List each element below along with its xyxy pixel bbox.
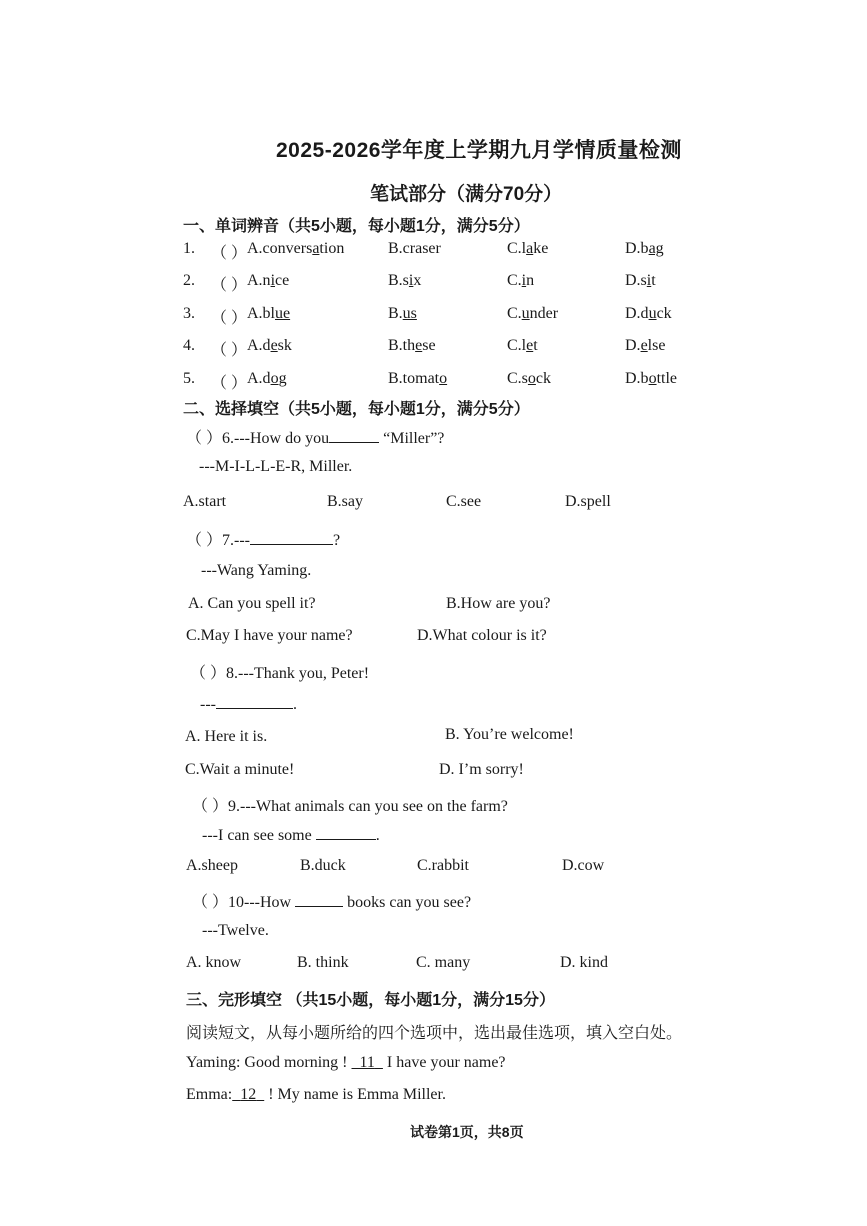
option-c[interactable] xyxy=(507,272,534,290)
option[interactable]: D.cow xyxy=(562,857,605,874)
answer-parenthesis[interactable]: （ ） xyxy=(211,375,248,392)
option-text-pre: A.convers xyxy=(247,240,313,257)
option-text-u: i xyxy=(521,272,527,289)
question-number: 3. xyxy=(183,305,195,322)
option-text-pre: C.l xyxy=(507,240,527,257)
option[interactable]: B.How are you? xyxy=(446,595,551,612)
option-text-pre: A.n xyxy=(247,272,271,289)
option[interactable]: B.duck xyxy=(300,857,346,874)
option[interactable]: D.spell xyxy=(565,493,611,510)
option-d[interactable] xyxy=(625,337,665,355)
option[interactable]: C.Wait a minute! xyxy=(185,761,295,778)
answer-line: --- . xyxy=(200,696,297,713)
option-b[interactable] xyxy=(388,370,447,388)
option-text-post: sk xyxy=(277,337,292,354)
answer-blank[interactable] xyxy=(216,694,293,709)
option-text-u: ue xyxy=(275,305,291,322)
option-text-post: se xyxy=(422,337,436,354)
option-a[interactable] xyxy=(247,240,344,258)
question-stem: （ ）9.---What animals can you see on the farm? xyxy=(192,798,508,815)
option-c[interactable] xyxy=(507,305,558,323)
option-text-pre: D. xyxy=(625,337,641,354)
option[interactable]: B. think xyxy=(297,954,349,971)
option-text-post: ck xyxy=(656,305,672,322)
option-d[interactable] xyxy=(625,305,672,323)
option-text-u: ag xyxy=(648,240,664,257)
option[interactable]: B.say xyxy=(327,493,363,510)
option-c[interactable] xyxy=(507,370,551,388)
option-text-pre: B.tomat xyxy=(388,370,440,387)
option-d[interactable] xyxy=(625,240,664,258)
question-stem: （ ）10---How books can you see? xyxy=(192,894,472,911)
option-b[interactable] xyxy=(388,337,436,355)
question-stem: （ ）8.---Thank you, Peter! xyxy=(190,665,370,682)
option-text-pre: C. xyxy=(507,305,522,322)
option-text-post: t xyxy=(533,337,538,354)
option-text-u: o xyxy=(439,370,448,387)
option-text-pre: D.d xyxy=(625,305,649,322)
option-text-pre: A.bl xyxy=(247,305,275,322)
option[interactable]: A. know xyxy=(186,954,242,971)
answer-line: ---Twelve. xyxy=(202,922,269,939)
option-text-pre: C. xyxy=(507,272,522,289)
option[interactable]: C.May I have your name? xyxy=(186,627,353,644)
option-a[interactable] xyxy=(247,337,292,355)
option-text-pre: D.b xyxy=(625,240,649,257)
option[interactable]: A. Can you spell it? xyxy=(188,595,316,612)
option[interactable]: D. I’m sorry! xyxy=(439,761,524,778)
answer-line: ---Wang Yaming. xyxy=(201,562,312,579)
option-text-post: ck xyxy=(535,370,552,387)
question-number: 2. xyxy=(183,272,195,289)
answer-line: ---I can see some . xyxy=(202,827,380,844)
answer-blank[interactable] xyxy=(295,892,343,907)
option-c[interactable] xyxy=(507,240,548,258)
option-a[interactable] xyxy=(247,272,289,290)
cloze-blank[interactable]: 12 xyxy=(240,1086,257,1103)
option-text-u: e xyxy=(640,337,648,354)
page-number: 试卷第1页，共8页 xyxy=(410,1124,524,1140)
option-b[interactable] xyxy=(388,240,441,258)
option-text-u: o xyxy=(270,370,279,387)
answer-parenthesis[interactable]: （ ） xyxy=(211,310,248,327)
option-text-post: ke xyxy=(533,240,549,257)
option-text-post: nder xyxy=(529,305,559,322)
option-text-u: e xyxy=(415,337,423,354)
option-text-u: o xyxy=(648,370,657,387)
instruction-text: 阅读短文，从每小题所给的四个选项中，选出最佳选项，填入空白处。 xyxy=(186,1025,683,1042)
dialogue-line: Emma: 12 ! My name is Emma Miller. xyxy=(186,1086,446,1103)
option-text-pre: A.d xyxy=(247,370,271,387)
option[interactable]: B. You’re welcome! xyxy=(445,726,574,743)
question-stem: （ ）7.--- ? xyxy=(186,532,341,549)
answer-blank[interactable] xyxy=(250,530,333,545)
answer-parenthesis[interactable]: （ ） xyxy=(211,342,248,359)
option[interactable]: C.rabbit xyxy=(417,857,469,874)
option-c[interactable] xyxy=(507,337,538,355)
option[interactable]: A.start xyxy=(183,493,227,510)
option-text-pre: D.s xyxy=(625,272,647,289)
option-text-pre: D.b xyxy=(625,370,649,387)
dialogue-line: Yaming: Good morning ! 11 I have your name? xyxy=(186,1054,506,1071)
page-subtitle: 笔试部分（满分70分） xyxy=(370,184,563,205)
option-a[interactable] xyxy=(247,305,290,323)
option-text-u: u xyxy=(521,305,530,322)
answer-parenthesis[interactable]: （ ） xyxy=(211,277,248,294)
option-text-pre: C.s xyxy=(507,370,528,387)
option-text-pre: C.l xyxy=(507,337,527,354)
option-text-u: a xyxy=(312,240,320,257)
option-b[interactable] xyxy=(388,305,417,323)
section-heading: 二、选择填空（共5小题，每小题1分，满分5分） xyxy=(183,401,530,418)
option-text-pre: B.s xyxy=(388,272,409,289)
option-text-post: ce xyxy=(275,272,290,289)
option-d[interactable] xyxy=(625,370,677,388)
option-text-u: us xyxy=(402,305,417,322)
page-title: 2025-2026学年度上学期九月学情质量检测 xyxy=(276,139,682,162)
section-heading: 三、完形填空 （共15小题，每小题1分，满分15分） xyxy=(186,992,555,1009)
option-text-post: tion xyxy=(319,240,345,257)
answer-parenthesis[interactable]: （ ） xyxy=(211,245,248,262)
option[interactable]: D. kind xyxy=(560,954,608,971)
option-text-pre: A.d xyxy=(247,337,271,354)
option-text-pre: B. xyxy=(388,305,403,322)
option-text-u: u xyxy=(648,305,657,322)
option-text-post: t xyxy=(651,272,656,289)
option-text-pre: B.th xyxy=(388,337,416,354)
question-number: 1. xyxy=(183,240,195,257)
cloze-blank[interactable]: 11 xyxy=(359,1054,375,1071)
question-stem: （ ）6.---How do you “Miller”? xyxy=(186,430,445,447)
option-text-post: lse xyxy=(647,337,666,354)
option[interactable]: C.see xyxy=(446,493,482,510)
answer-blank[interactable] xyxy=(316,825,376,840)
section-heading: 一、单词辨音（共5小题，每小题1分，满分5分） xyxy=(183,218,530,235)
option-b[interactable] xyxy=(388,272,421,290)
option-text-post: g xyxy=(278,370,287,387)
option-text-pre: B.craser xyxy=(388,240,441,257)
option-d[interactable] xyxy=(625,272,656,290)
option-text-u: o xyxy=(527,370,536,387)
option[interactable]: A.sheep xyxy=(186,857,238,874)
option-text-u: i xyxy=(408,272,414,289)
option-text-u: e xyxy=(270,337,278,354)
option-text-post: n xyxy=(526,272,535,289)
option-text-u: e xyxy=(526,337,534,354)
option-a[interactable] xyxy=(247,370,287,388)
option-text-u: i xyxy=(270,272,276,289)
option[interactable]: A. Here it is. xyxy=(185,728,268,745)
question-number: 4. xyxy=(183,337,195,354)
option-text-u: a xyxy=(526,240,534,257)
question-number: 5. xyxy=(183,370,195,387)
option-text-post: x xyxy=(413,272,422,289)
option[interactable]: C. many xyxy=(416,954,471,971)
answer-blank[interactable] xyxy=(329,428,379,443)
option[interactable]: D.What colour is it? xyxy=(417,627,547,644)
option-text-post: ttle xyxy=(656,370,677,387)
answer-line: ---M-I-L-L-E-R, Miller. xyxy=(199,458,353,475)
option-text-u: i xyxy=(646,272,652,289)
